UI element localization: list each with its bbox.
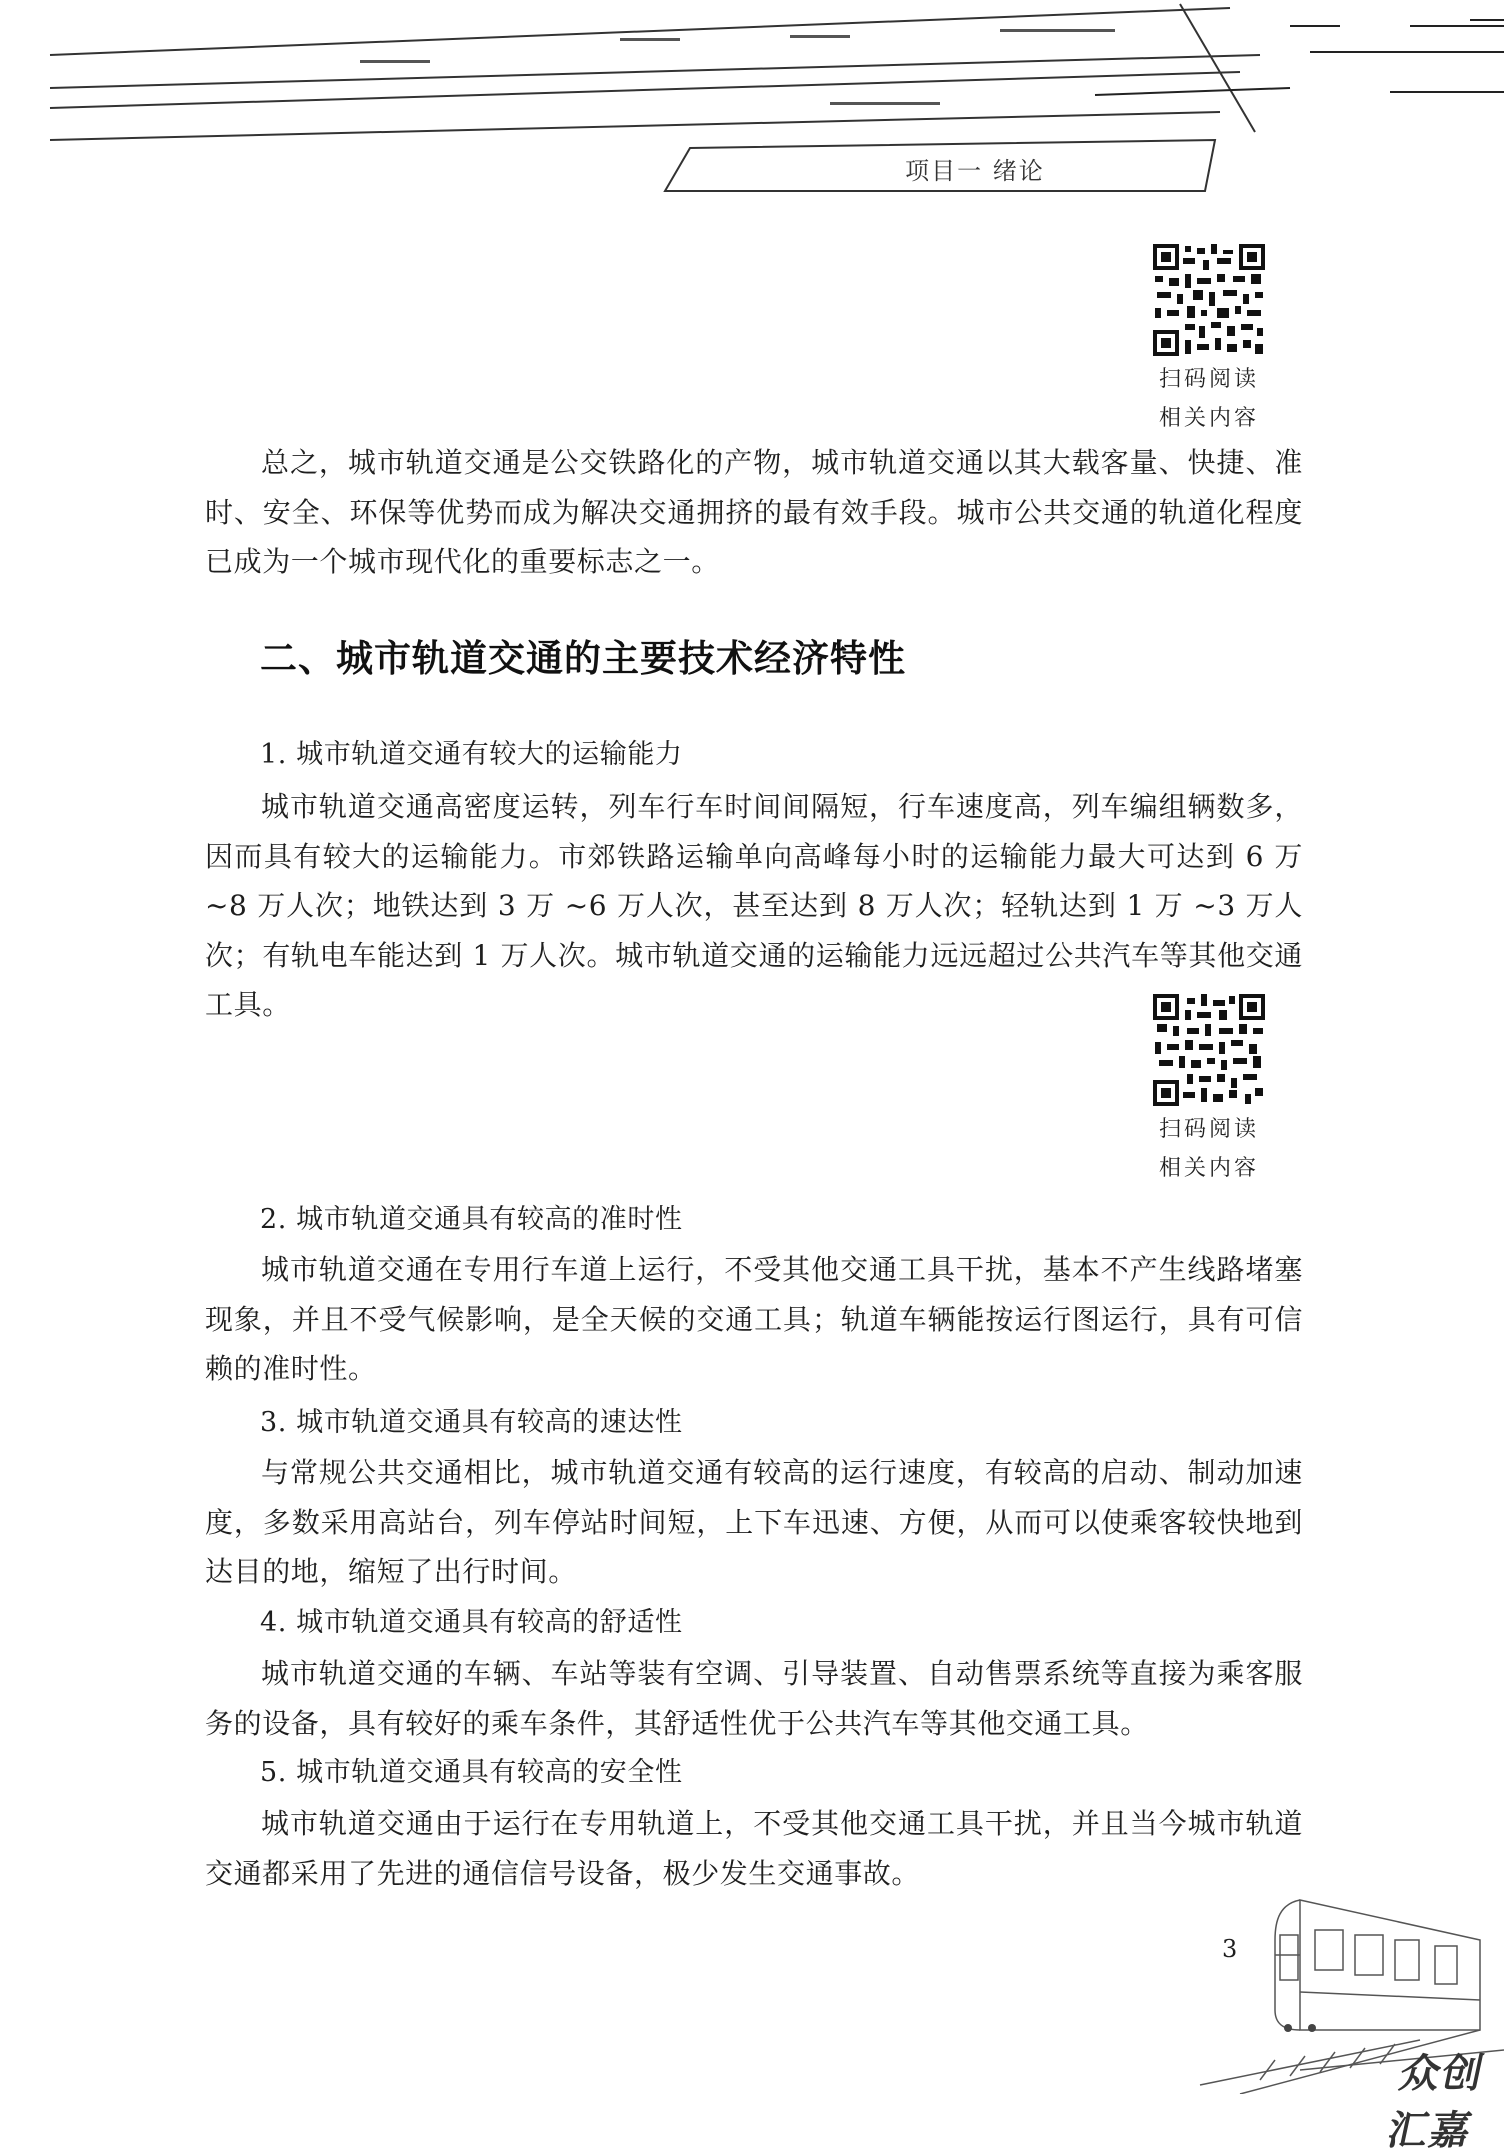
qr-caption: 扫码阅读 相关内容 <box>1158 1117 1259 1181</box>
item-title: 4. 城市轨道交通具有较高的舒适性 <box>260 1607 683 1638</box>
chapter-title: 项目一 绪论 <box>905 157 1045 185</box>
page-number: 3 <box>1222 1935 1238 1963</box>
intro-paragraph: 总之，城市轨道交通是公交铁路化的产物，城市轨道交通以其大载客量、快捷、准时、安全、环保等优势而成为解决交通拥挤的最有效手段。城市公共交通的轨道化程度已成为一个城市现代化的重要标志之一。 <box>205 446 1303 578</box>
item-title: 3. 城市轨道交通具有较高的速达性 <box>260 1407 683 1438</box>
item-body: 与常规公共交通相比，城市轨道交通有较高的运行速度，有较高的启动、制动加速度，多数采用高站台，列车停站时间短，上下车迅速、方便，从而可以使乘客较快地到达目的地，缩短了出行时间。 <box>205 1456 1303 1588</box>
item-title: 5. 城市轨道交通具有较高的安全性 <box>260 1757 683 1788</box>
item-body: 城市轨道交通的车辆、车站等装有空调、引导装置、自动售票系统等直接为乘客服务的设备，具有较好的乘车条件，其舒适性优于公共汽车等其他交通工具。 <box>205 1657 1303 1740</box>
item-body: 城市轨道交通在专用行车道上运行，不受其他交通工具干扰，基本不产生线路堵塞现象，并且不受气候影响，是全天候的交通工具；轨道车辆能按运行图运行，具有可信赖的准时性。 <box>205 1253 1303 1385</box>
item-body: 城市轨道交通由于运行在专用轨道上，不受其他交通工具干扰，并且当今城市轨道交通都采用了先进的通信信号设备，极少发生交通事故。 <box>205 1807 1303 1890</box>
item-body: 城市轨道交通高密度运转，列车行车时间间隔短，行车速度高，列车编组辆数多，因而具有较大的运输能力。市郊铁路运输单向高峰每小时的运输能力最大可达到 6 万 ~8 万人次；地铁达到 3 万 ~6 万人次，甚至达到 8 万人次；轻轨达到 1 万 ~3 万人次；有轨电车能达到 1 万人次。城市轨道交通的运输能力远远超过公共汽车等其他交通工具。 <box>205 790 1303 1021</box>
item-title: 2. 城市轨道交通具有较高的准时性 <box>260 1204 683 1235</box>
section-title: 二、城市轨道交通的主要技术经济特性 <box>260 637 906 680</box>
qr-code-icon <box>1153 244 1265 356</box>
qr-caption: 扫码阅读 相关内容 <box>1158 367 1259 431</box>
watermark: 众创汇嘉 <box>1383 2051 1490 2154</box>
header-decoration <box>0 0 1504 200</box>
qr-code-icon <box>1153 994 1265 1106</box>
item-title: 1. 城市轨道交通有较大的运输能力 <box>260 739 683 770</box>
